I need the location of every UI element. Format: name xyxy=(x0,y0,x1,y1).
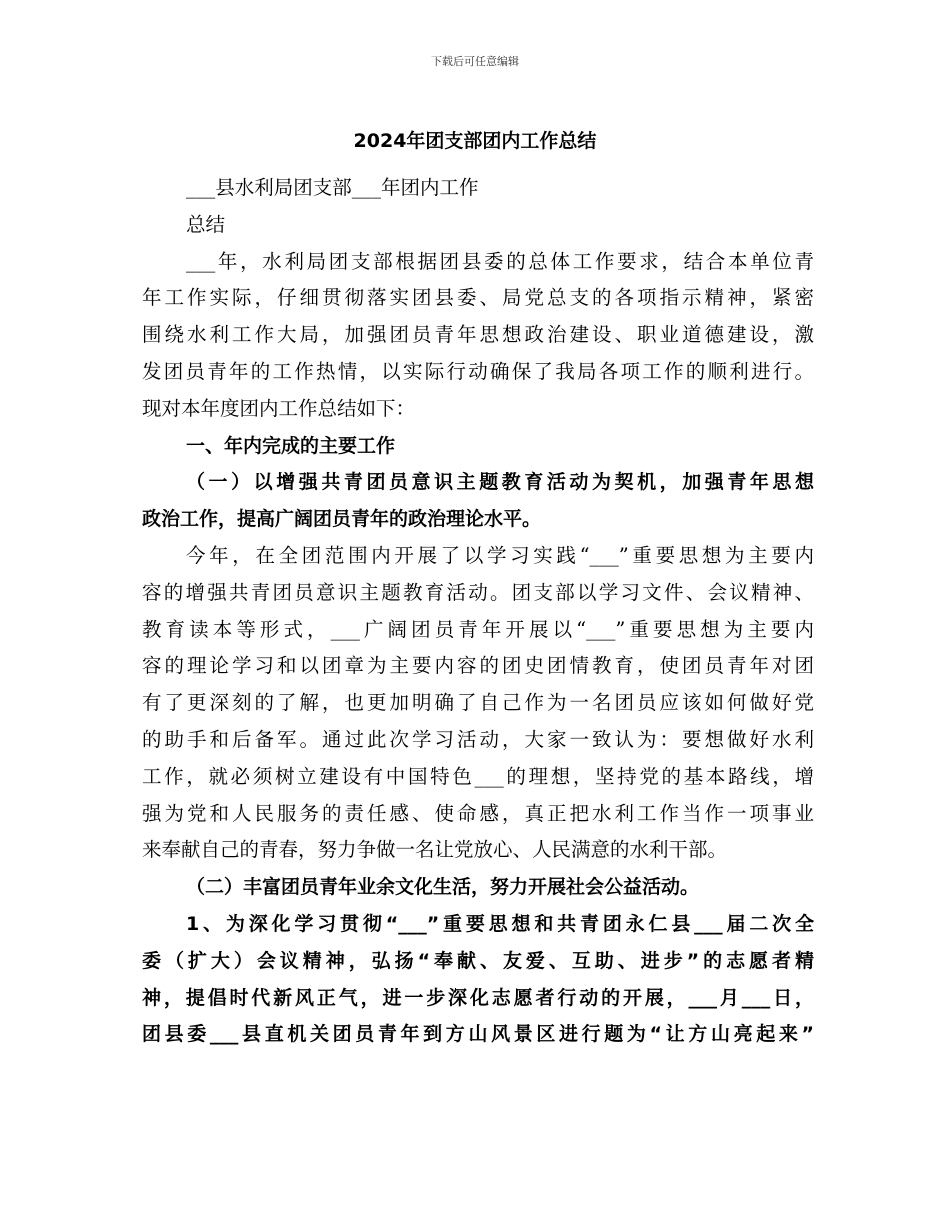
subsection-heading: 政治工作，提高广阔团员青年的政治理论水平。 xyxy=(142,508,542,531)
subsection-heading: （一）以增强共青团员意识主题教育活动为契机，加强青年思想 xyxy=(186,471,814,494)
paragraph-line: 容的增强共青团员意识主题教育活动。团支部以学习文件、会议精神、 xyxy=(142,580,814,604)
paragraph-line: 1、为深化学习贯彻“___”重要思想和共青团永仁县___届二次全 xyxy=(186,912,814,935)
paragraph-line: 容的理论学习和以团章为主要内容的团史团情教育，使团员青年对团 xyxy=(142,654,814,678)
subsection-heading: （二）丰富团员青年业余文化生活，努力开展社会公益活动。 xyxy=(186,876,700,899)
document-title: 2024年团支部团内工作总结 xyxy=(353,130,597,152)
paragraph-line: 的助手和后备军。通过此次学习活动，大家一致认为：要想做好水利 xyxy=(142,727,814,751)
paragraph-line: 年工作实际，仔细贯彻落实团县委、局党总支的各项指示精神，紧密 xyxy=(142,286,814,310)
page-header-note: 下载后可任意编辑 xyxy=(431,55,519,68)
paragraph-line: 团县委___县直机关团员青年到方山风景区进行题为“让方山亮起来” xyxy=(142,1023,814,1046)
paragraph-line: 神，提倡时代新风正气，进一步深化志愿者行动的开展，___月___日， xyxy=(142,986,814,1009)
paragraph-line: 现对本年度团内工作总结如下： xyxy=(142,396,416,420)
subtitle-line-1: ___县水利局团支部___年团内工作 xyxy=(186,176,479,199)
section-heading: 一、年内完成的主要工作 xyxy=(186,434,396,457)
paragraph-line: 教育读本等形式，___广阔团员青年开展以“___”重要思想为主要内 xyxy=(142,617,814,641)
paragraph-line: 来奉献自己的青春，努力争做一名让党放心、人民满意的水利干部。 xyxy=(142,838,728,862)
paragraph-line: 发团员青年的工作热情，以实际行动确保了我局各项工作的顺利进行。 xyxy=(142,359,814,383)
paragraph-line: 今年，在全团范围内开展了以学习实践“___”重要思想为主要内 xyxy=(186,543,814,567)
paragraph-line: 有了更深刻的了解，也更加明确了自己作为一名团员应该如何做好党 xyxy=(142,691,814,715)
paragraph-line: 围绕水利工作大局，加强团员青年思想政治建设、职业道德建设，激 xyxy=(142,323,814,347)
paragraph-line: ___年，水利局团支部根据团县委的总体工作要求，结合本单位青 xyxy=(186,249,814,273)
paragraph-line: 工作，就必须树立建设有中国特色___的理想，坚持党的基本路线，增 xyxy=(142,764,814,788)
subtitle-line-2: 总结 xyxy=(186,212,226,236)
document-body xyxy=(142,170,814,1053)
paragraph-line: 强为党和人民服务的责任感、使命感，真正把水利工作当作一项事业 xyxy=(142,801,814,825)
paragraph-line: 委（扩大）会议精神，弘扬“奉献、友爱、互助、进步”的志愿者精 xyxy=(142,949,814,972)
